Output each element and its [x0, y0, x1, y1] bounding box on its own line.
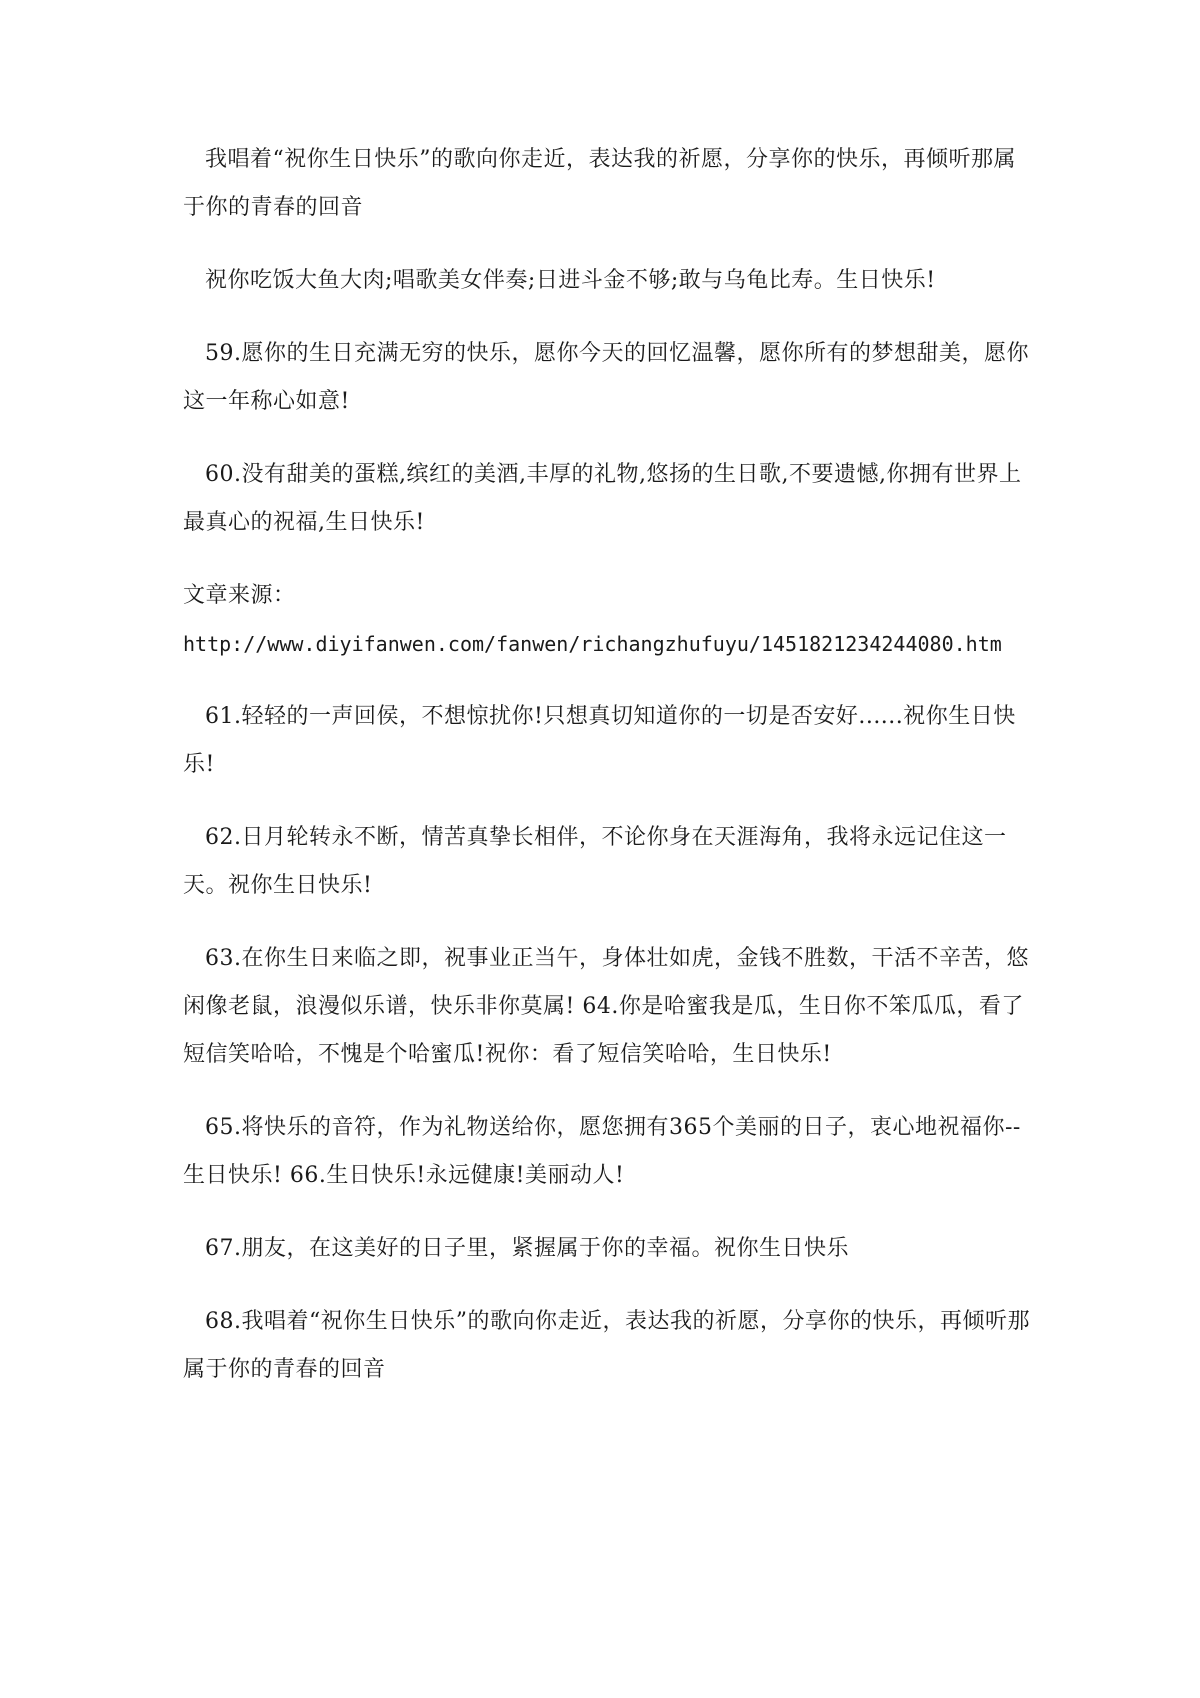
source-block [183, 572, 1033, 668]
source-label: 文章来源： [183, 583, 296, 608]
paragraph-65-66: 65.将快乐的音符，作为礼物送给你，愿您拥有365个美丽的日子，衷心地祝福你--生日快乐! 66.生日快乐!永远健康!美丽动人! [183, 1115, 1021, 1188]
source-url-link[interactable]: http://www.diyifanwen.com/fanwen/richangzhufuyu/1451821234244080.htm [183, 632, 1002, 656]
paragraph-wish: 祝你吃饭大鱼大肉;唱歌美女伴奏;日进斗金不够;敢与乌龟比寿。生日快乐! [205, 268, 936, 293]
paragraph-63-64: 63.在你生日来临之即，祝事业正当午，身体壮如虎，金钱不胜数，干活不辛苦，悠闲像老鼠，浪漫似乐谱，快乐非你莫属! 64.你是哈蜜我是瓜，生日你不笨瓜瓜，看了短信笑哈哈，不愧是个哈蜜瓜!祝你：看了短信笑哈哈，生日快乐! [183, 946, 1029, 1067]
paragraph-67: 67.朋友，在这美好的日子里，紧握属于你的幸福。祝你生日快乐 [205, 1236, 849, 1261]
paragraph-59: 59.愿你的生日充满无穷的快乐，愿你今天的回忆温馨，愿你所有的梦想甜美，愿你这一年称心如意! [183, 341, 1029, 414]
paragraph-62: 62.日月轮转永不断，情苦真挚长相伴，不论你身在天涯海角，我将永远记住这一天。祝你生日快乐! [183, 825, 1007, 898]
paragraph-60: 60.没有甜美的蛋糕,缤红的美酒,丰厚的礼物,悠扬的生日歌,不要遗憾,你拥有世界上最真心的祝福,生日快乐! [183, 462, 1022, 535]
paragraph-61: 61.轻轻的一声回侯，不想惊扰你!只想真切知道你的一切是否安好......祝你生日快乐! [183, 704, 1016, 777]
paragraph-intro: 我唱着“祝你生日快乐”的歌向你走近，表达我的祈愿，分享你的快乐，再倾听那属于你的青春的回音 [183, 147, 1016, 220]
paragraph-68: 68.我唱着“祝你生日快乐”的歌向你走近，表达我的祈愿，分享你的快乐，再倾听那属于你的青春的回音 [183, 1309, 1030, 1382]
document-body [183, 136, 1033, 1419]
